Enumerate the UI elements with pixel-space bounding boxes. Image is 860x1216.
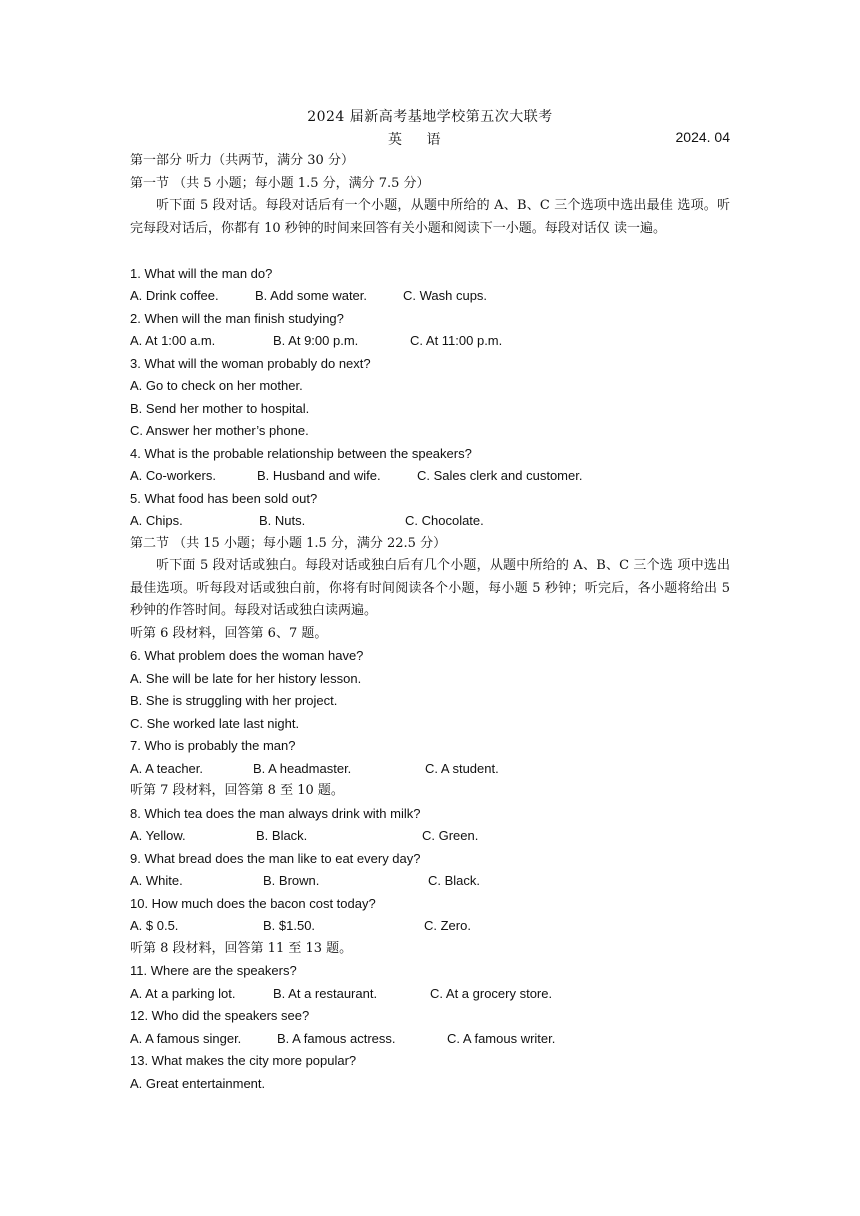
option-a: A. $ 0.5.: [130, 918, 179, 933]
question-stem: 10. How much does the bacon cost today?: [130, 895, 376, 911]
option-b: B. At a restaurant.: [273, 985, 378, 1001]
option-a: A. Yellow.: [130, 828, 186, 843]
question-stem: 6. What problem does the woman have?: [130, 648, 364, 663]
options-row: [130, 330, 730, 353]
question-stem: 1. What will the man do?: [130, 265, 273, 281]
material-instruction: 听第 7 段材料，回答第 8 至 10 题。: [130, 783, 344, 798]
question-stem: 11. Where are the speakers?: [130, 963, 297, 978]
options-row: [130, 870, 730, 893]
options-row: [130, 758, 730, 781]
option-b: B. At 9:00 p.m.: [273, 333, 359, 348]
option-b: B. A headmaster.: [253, 760, 352, 776]
option-c: C. At 11:00 p.m.: [410, 333, 503, 348]
question-stem: 2. When will the man finish studying?: [130, 310, 344, 326]
options-row: [130, 285, 730, 308]
question-stem: 8. Which tea does the man always drink with milk?: [130, 805, 421, 821]
option-a: A. At a parking lot.: [130, 985, 236, 1001]
option-b: B. Black.: [256, 828, 308, 843]
option-c: C. Green.: [422, 828, 479, 843]
option-a: A. Chips.: [130, 513, 183, 528]
part-heading: 第一部分 听力（共两节，满分 30 分）: [130, 153, 354, 168]
option-a: A. At 1:00 a.m.: [130, 333, 216, 348]
option-c: C. Black.: [428, 873, 481, 888]
option-c: C. Zero.: [424, 918, 471, 933]
section-instructions: 听下面 5 段对话或独白。每段对话或独白后有几个小题，从题中所给的 A、B、C 三个选 项中选出最佳选项。听每段对话或独白前，你将有时间阅读各个小题，每小题 5 秒钟；听完后，各小题将给出 5 秒钟的作答时间。每段对话或独白读两遍。: [130, 558, 730, 618]
option-b: B. Husband and wife.: [257, 468, 381, 483]
option-a: A. White.: [130, 873, 183, 888]
options-row: [130, 983, 730, 1006]
option-c: C. Sales clerk and customer.: [417, 468, 583, 483]
exam-body: [130, 150, 730, 1095]
option-a: A. A famous singer.: [130, 1030, 242, 1046]
options-row: [130, 825, 730, 848]
section-heading: 第一节 （共 5 小题；每小题 1.5 分，满分 7.5 分）: [130, 175, 430, 191]
question-stem: 13. What makes the city more popular?: [130, 1053, 357, 1068]
option-b: B. A famous actress.: [277, 1030, 396, 1046]
options-row: [130, 510, 730, 533]
subject-label: 英 语: [388, 132, 451, 148]
options-row: [130, 1028, 730, 1051]
exam-date: 2024. 04: [675, 129, 730, 145]
option-b: B. She is struggling with her project.: [130, 693, 338, 708]
question-stem: 3. What will the woman probably do next?: [130, 355, 371, 371]
option-a: A. Drink coffee.: [130, 288, 219, 303]
option-b: B. $1.50.: [263, 918, 316, 933]
exam-title: 2024 届新高考基地学校第五次大联考: [307, 109, 553, 125]
option-b: B. Add some water.: [255, 288, 368, 303]
material-instruction: 听第 6 段材料，回答第 6、7 题。: [130, 625, 328, 641]
option-c: C. A famous writer.: [447, 1030, 556, 1046]
option-c: C. She worked late last night.: [130, 715, 300, 731]
option-a: A. She will be late for her history lesson.: [130, 670, 362, 686]
question-stem: 4. What is the probable relationship between the speakers?: [130, 445, 472, 461]
option-c: C. A student.: [425, 760, 499, 776]
question-stem: 7. Who is probably the man?: [130, 738, 296, 753]
options-row: [130, 465, 730, 488]
option-a: A. Co-workers.: [130, 468, 216, 483]
option-c: C. At a grocery store.: [430, 985, 553, 1001]
options-row: [130, 915, 730, 938]
option-b: B. Nuts.: [259, 513, 306, 528]
question-stem: 9. What bread does the man like to eat every day?: [130, 850, 421, 866]
question-stem: 12. Who did the speakers see?: [130, 1008, 310, 1023]
option-a: A. A teacher.: [130, 760, 203, 776]
option-b: B. Brown.: [263, 873, 320, 888]
section-instructions: 听下面 5 段对话。每段对话后有一个小题，从题中所给的 A、B、C 三个选项中选出最佳 选项。听完每段对话后，你都有 10 秒钟的时间来回答有关小题和阅读下一小题。每段对话仅 读一遍。: [130, 198, 730, 236]
material-instruction: 听第 8 段材料，回答第 11 至 13 题。: [130, 940, 353, 956]
option-a: A. Great entertainment.: [130, 1075, 266, 1091]
exam-subheader: [130, 129, 730, 149]
question-stem: 5. What food has been sold out?: [130, 490, 318, 506]
option-c: C. Answer her mother’s phone.: [130, 423, 309, 438]
option-c: C. Wash cups.: [403, 288, 488, 303]
option-c: C. Chocolate.: [405, 513, 484, 528]
option-a: A. Go to check on her mother.: [130, 378, 303, 393]
section-heading: 第二节 （共 15 小题；每小题 1.5 分，满分 22.5 分）: [130, 535, 447, 551]
option-b: B. Send her mother to hospital.: [130, 400, 310, 416]
